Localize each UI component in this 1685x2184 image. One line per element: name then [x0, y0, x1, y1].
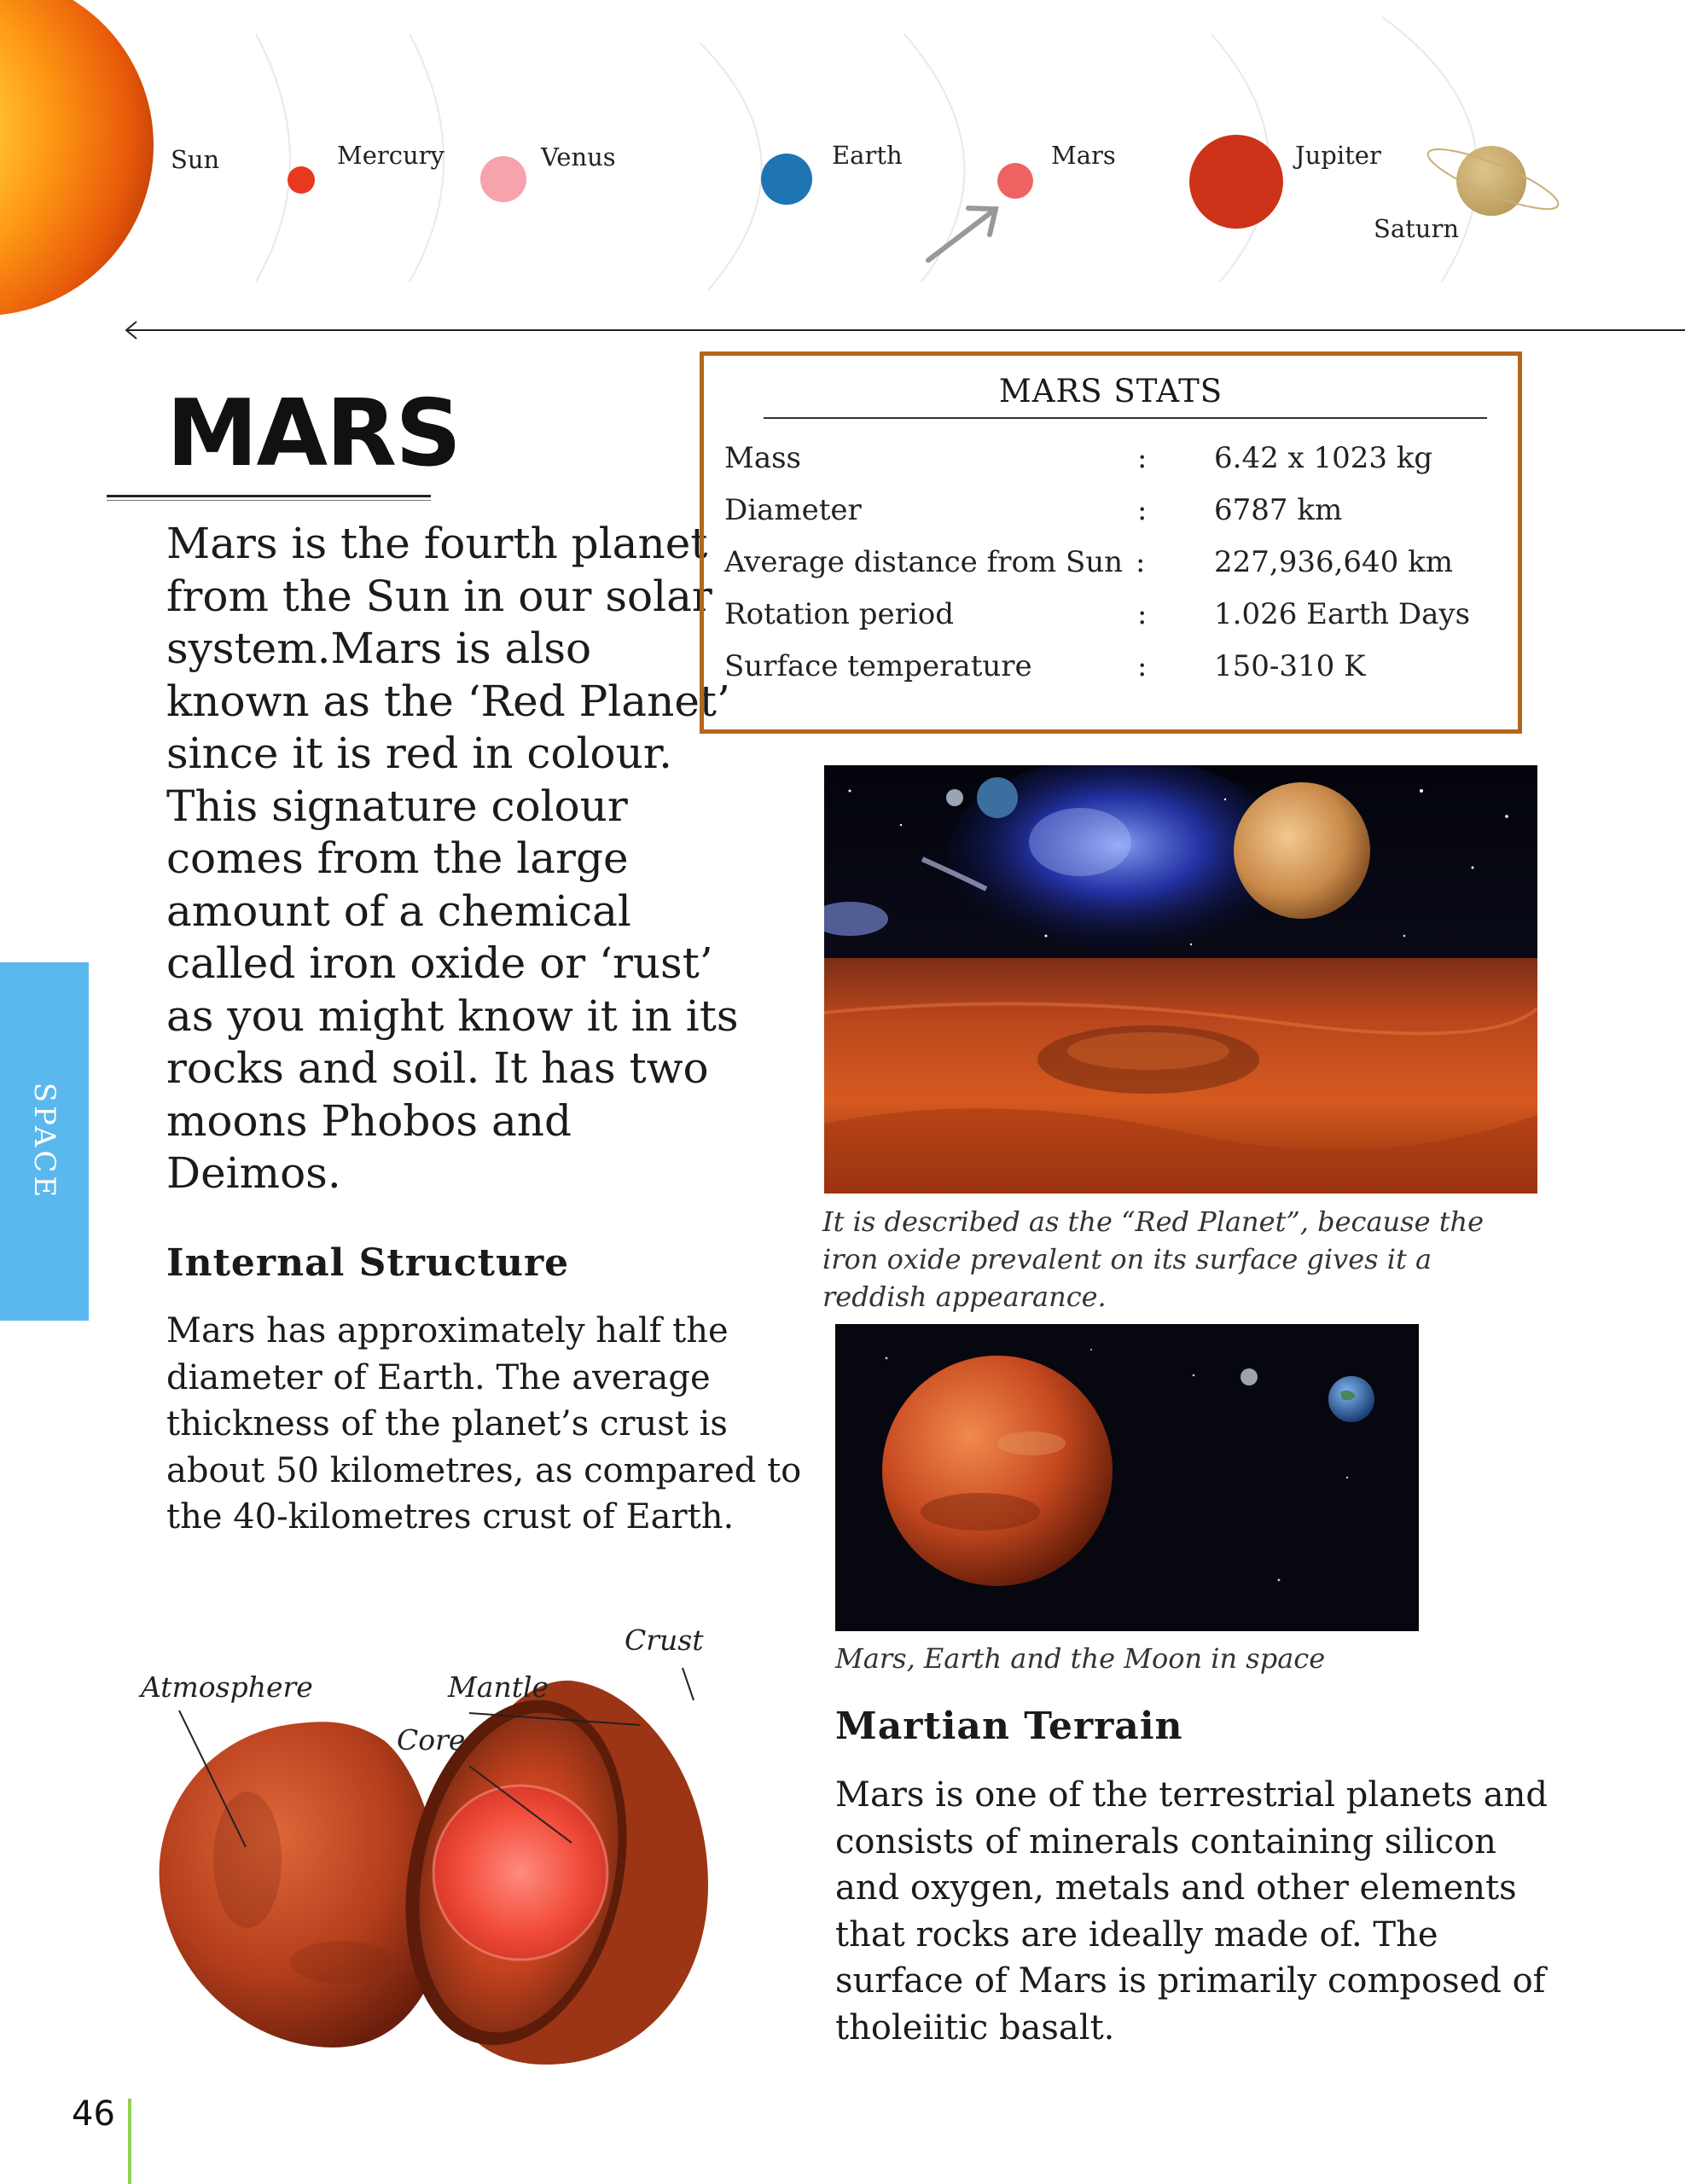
planet-label-saturn: Saturn	[1374, 214, 1460, 243]
stat-separator: :	[1137, 649, 1148, 683]
stat-value: 150-310 K	[1214, 649, 1366, 683]
planet-label-venus: Venus	[541, 142, 616, 171]
mars-earth-moon-caption: Mars, Earth and the Moon in space	[835, 1642, 1326, 1675]
stat-separator: :	[1137, 493, 1148, 527]
page-title: MARS	[166, 380, 461, 487]
stat-label: Surface temperature	[724, 649, 1032, 683]
stats-title: MARS STATS	[998, 373, 1223, 410]
stat-label: Rotation period	[724, 597, 954, 631]
jupiter-icon	[1189, 135, 1283, 229]
stat-row	[724, 545, 1492, 596]
internal-structure-heading: Internal Structure	[166, 1241, 570, 1285]
stats-title-rule	[764, 417, 1487, 419]
landscape-photo-caption: It is described as the “Red Planet”, because the iron oxide prevalent on its surface gives it a reddish appearance.	[822, 1205, 1485, 1313]
stat-value: 6.42 x 1023 kg	[1214, 441, 1433, 475]
core-label: Core	[397, 1723, 466, 1757]
stat-row	[724, 493, 1492, 544]
sun-icon	[0, 0, 154, 316]
planet-label-sun: Sun	[171, 145, 220, 174]
page-number: 46	[72, 2094, 115, 2134]
planet-label-earth: Earth	[832, 141, 903, 170]
planet-label-mars: Mars	[1051, 141, 1116, 170]
venus-icon	[480, 156, 526, 202]
mars-earth-moon-photo	[835, 1324, 1419, 1631]
intro-paragraph: Mars is the fourth planet from the Sun in our solar system.Mars is also known as the ‘Red Planet’ since it is red in colour. This signature colour comes from the large amount of a chemical called iron oxide or ‘rust’ as you might know it in its rocks and soil. It has two moons Phobos and Deimos.	[166, 519, 739, 1198]
stat-value: 1.026 Earth Days	[1214, 597, 1471, 631]
stat-value: 6787 km	[1214, 493, 1343, 527]
direction-arrow-icon	[126, 322, 1685, 339]
stat-separator: :	[1136, 545, 1146, 579]
section-side-tab	[0, 962, 89, 1321]
martian-terrain-heading: Martian Terrain	[835, 1705, 1183, 1748]
stat-label: Mass	[724, 441, 801, 475]
earth-icon	[761, 154, 812, 205]
internal-structure-text: Mars has approximately half the diameter of Earth. The average thickness of the planet’s crust is about 50 kilometres, as compared to the 40-kilometres crust of Earth.	[166, 1311, 802, 1536]
mars-icon	[997, 163, 1033, 199]
stat-separator: :	[1137, 597, 1148, 631]
crust-label: Crust	[625, 1623, 704, 1657]
planet-label-jupiter: Jupiter	[1295, 141, 1381, 170]
mars-landscape-photo	[824, 765, 1537, 1194]
planet-label-mercury: Mercury	[337, 141, 444, 170]
stat-label: Diameter	[724, 493, 862, 527]
page-number-bar	[128, 2099, 131, 2184]
stat-row	[724, 597, 1492, 648]
stat-label: Average distance from Sun	[724, 545, 1124, 579]
stat-value: 227,936,640 km	[1214, 545, 1453, 579]
title-underline	[107, 495, 431, 497]
mars-stats-box	[700, 351, 1522, 734]
pointer-arrow-icon	[928, 208, 996, 260]
title-underline-thin	[107, 500, 431, 501]
mantle-label: Mantle	[448, 1670, 549, 1704]
saturn-icon	[1422, 139, 1564, 220]
stat-row	[724, 649, 1492, 700]
martian-terrain-text: Mars is one of the terrestrial planets and consists of minerals containing silicon and oxygen, metals and other elements that rocks are ideally made of. The surface of Mars is primarily composed of tholeiitic basalt.	[835, 1775, 1548, 2048]
stat-row	[724, 441, 1492, 492]
atmosphere-label: Atmosphere	[141, 1670, 313, 1704]
section-side-tab-label: SPACE	[27, 1082, 61, 1201]
mercury-icon	[288, 166, 315, 194]
stat-separator: :	[1137, 441, 1148, 475]
